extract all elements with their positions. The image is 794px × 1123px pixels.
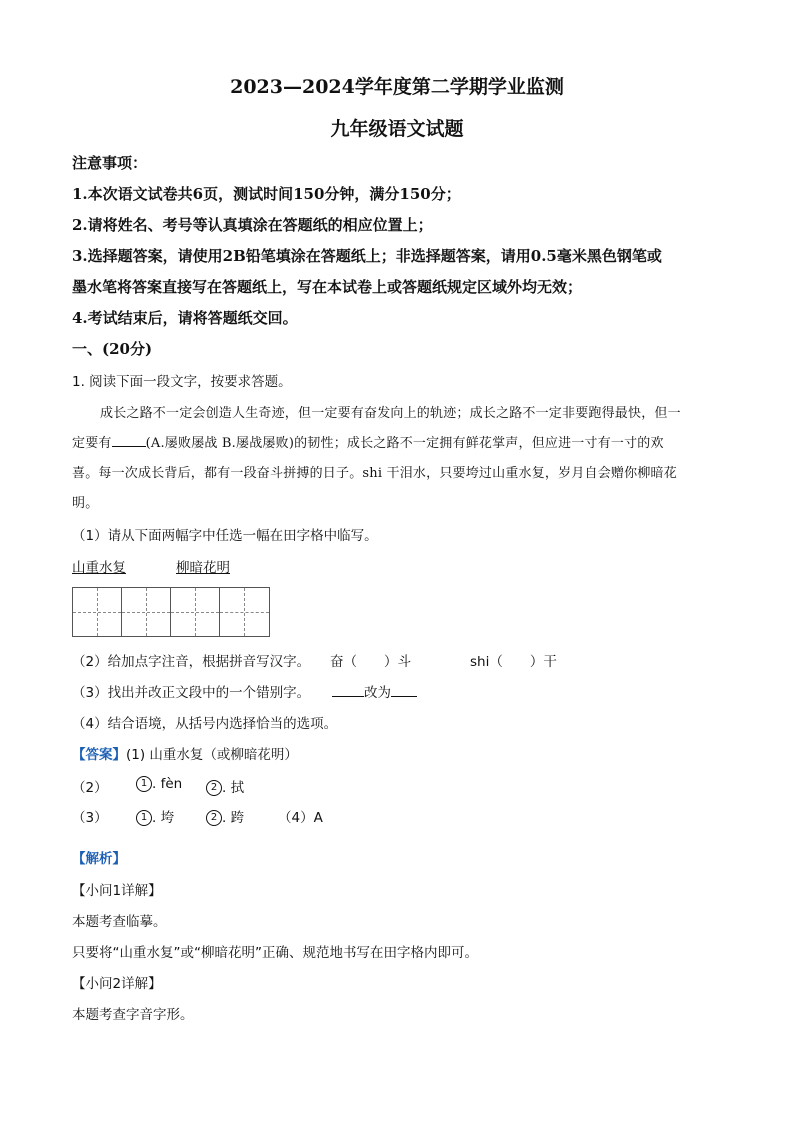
blank-wrong-char bbox=[332, 684, 364, 697]
sub-question-1: （1）请从下面两幅字中任选一幅在田字格中临写。 bbox=[72, 528, 378, 544]
analysis-sub-2-line-1: 本题考查字音字形。 bbox=[72, 1007, 194, 1023]
sub-question-2-fen: 奋（ ）斗 bbox=[330, 654, 411, 670]
exam-title: 2023—2024学年度第二学期学业监测 bbox=[230, 76, 564, 98]
circled-number: 2 bbox=[206, 780, 222, 796]
analysis-sub-2-heading: 【小问2详解】 bbox=[72, 976, 162, 992]
circled-number: 2 bbox=[206, 810, 222, 826]
answer-2-value-2: . 拭 bbox=[222, 780, 245, 796]
note-1: 1.本次语文试卷共6页，测试时间150分钟，满分150分； bbox=[72, 185, 461, 203]
phrase-liuanhuaming: 柳暗花明 bbox=[176, 560, 230, 576]
answer-3-item-2 bbox=[206, 806, 244, 826]
passage-line-2-end: (A.屡败屡战 B.屡战屡败)的韧性；成长之路不一定拥有鲜花掌声，但应进一寸有一寸的欢 bbox=[145, 436, 664, 451]
passage-line-2-start: 定要有 bbox=[72, 436, 112, 451]
sub-question-3-blanks bbox=[332, 681, 417, 701]
sub-question-3: （3）找出并改正文段中的一个错别字。 bbox=[72, 685, 311, 701]
answer-2-item-2 bbox=[206, 776, 244, 796]
change-to-label: 改为 bbox=[364, 685, 391, 701]
passage-blank bbox=[112, 434, 146, 447]
answer-2-item-1 bbox=[136, 776, 182, 792]
grid-cell bbox=[171, 588, 220, 636]
phrase-shanchongshuifu: 山重水复 bbox=[72, 560, 126, 576]
answer-3-value-1: . 垮 bbox=[152, 810, 175, 826]
section-heading: 一、(20分) bbox=[72, 340, 153, 358]
grid-cell bbox=[122, 588, 171, 636]
passage-line-3: 喜。每一次成长背后，都有一段奋斗拼搏的日子。shi 干泪水，只要垮过山重水复，岁月自会赠你柳暗花 bbox=[72, 466, 677, 481]
analysis-tag: 【解析】 bbox=[72, 851, 126, 867]
analysis-sub-1-heading: 【小问1详解】 bbox=[72, 883, 162, 899]
answer-3-item-1 bbox=[136, 806, 174, 826]
grid-cell bbox=[73, 588, 122, 636]
notes-heading: 注意事项： bbox=[72, 154, 148, 172]
answer-line-1 bbox=[72, 743, 298, 763]
analysis-sub-1-line-1: 本题考查临摹。 bbox=[72, 914, 167, 930]
passage-line-2 bbox=[72, 432, 664, 451]
sub-question-4: （4）结合语境，从括号内选择恰当的选项。 bbox=[72, 716, 338, 732]
answer-3-label: （3） bbox=[72, 810, 108, 826]
circled-number: 1 bbox=[136, 810, 152, 826]
passage-line-1: 成长之路不一定会创造人生奇迹，但一定要有奋发向上的轨迹；成长之路不一定非要跑得最快，但一 bbox=[100, 406, 681, 421]
sub-question-2-shi: shi（ ）干 bbox=[470, 654, 557, 670]
answer-3-value-2: . 跨 bbox=[222, 810, 245, 826]
note-2: 2.请将姓名、考号等认真填涂在答题纸的相应位置上； bbox=[72, 216, 433, 234]
exam-subtitle: 九年级语文试题 bbox=[330, 118, 464, 140]
question-1-prompt: 1. 阅读下面一段文字，按要求答题。 bbox=[72, 374, 292, 390]
note-3b: 墨水笔将答案直接写在答题纸上，写在本试卷上或答题纸规定区域外均无效； bbox=[72, 278, 583, 296]
circled-number: 1 bbox=[136, 776, 152, 792]
note-3a: 3.选择题答案，请使用2B铅笔填涂在答题纸上；非选择题答案，请用0.5毫米黑色钢笔或 bbox=[72, 247, 662, 265]
answer-tag: 【答案】 bbox=[72, 747, 126, 763]
answer-1: (1) 山重水复（或柳暗花明） bbox=[126, 747, 298, 763]
grid-cell bbox=[220, 588, 269, 636]
answer-2-value-1: . fèn bbox=[152, 776, 183, 792]
passage-line-4: 明。 bbox=[72, 496, 99, 511]
note-4: 4.考试结束后，请将答题纸交回。 bbox=[72, 309, 298, 327]
answer-2-label: （2） bbox=[72, 780, 108, 796]
blank-correct-char bbox=[391, 684, 417, 697]
tianzige-grid bbox=[72, 587, 270, 637]
sub-question-2: （2）给加点字注音，根据拼音写汉字。 bbox=[72, 654, 311, 670]
answer-4: （4）A bbox=[278, 810, 323, 826]
analysis-sub-1-line-2: 只要将“山重水复”或“柳暗花明”正确、规范地书写在田字格内即可。 bbox=[72, 945, 478, 961]
